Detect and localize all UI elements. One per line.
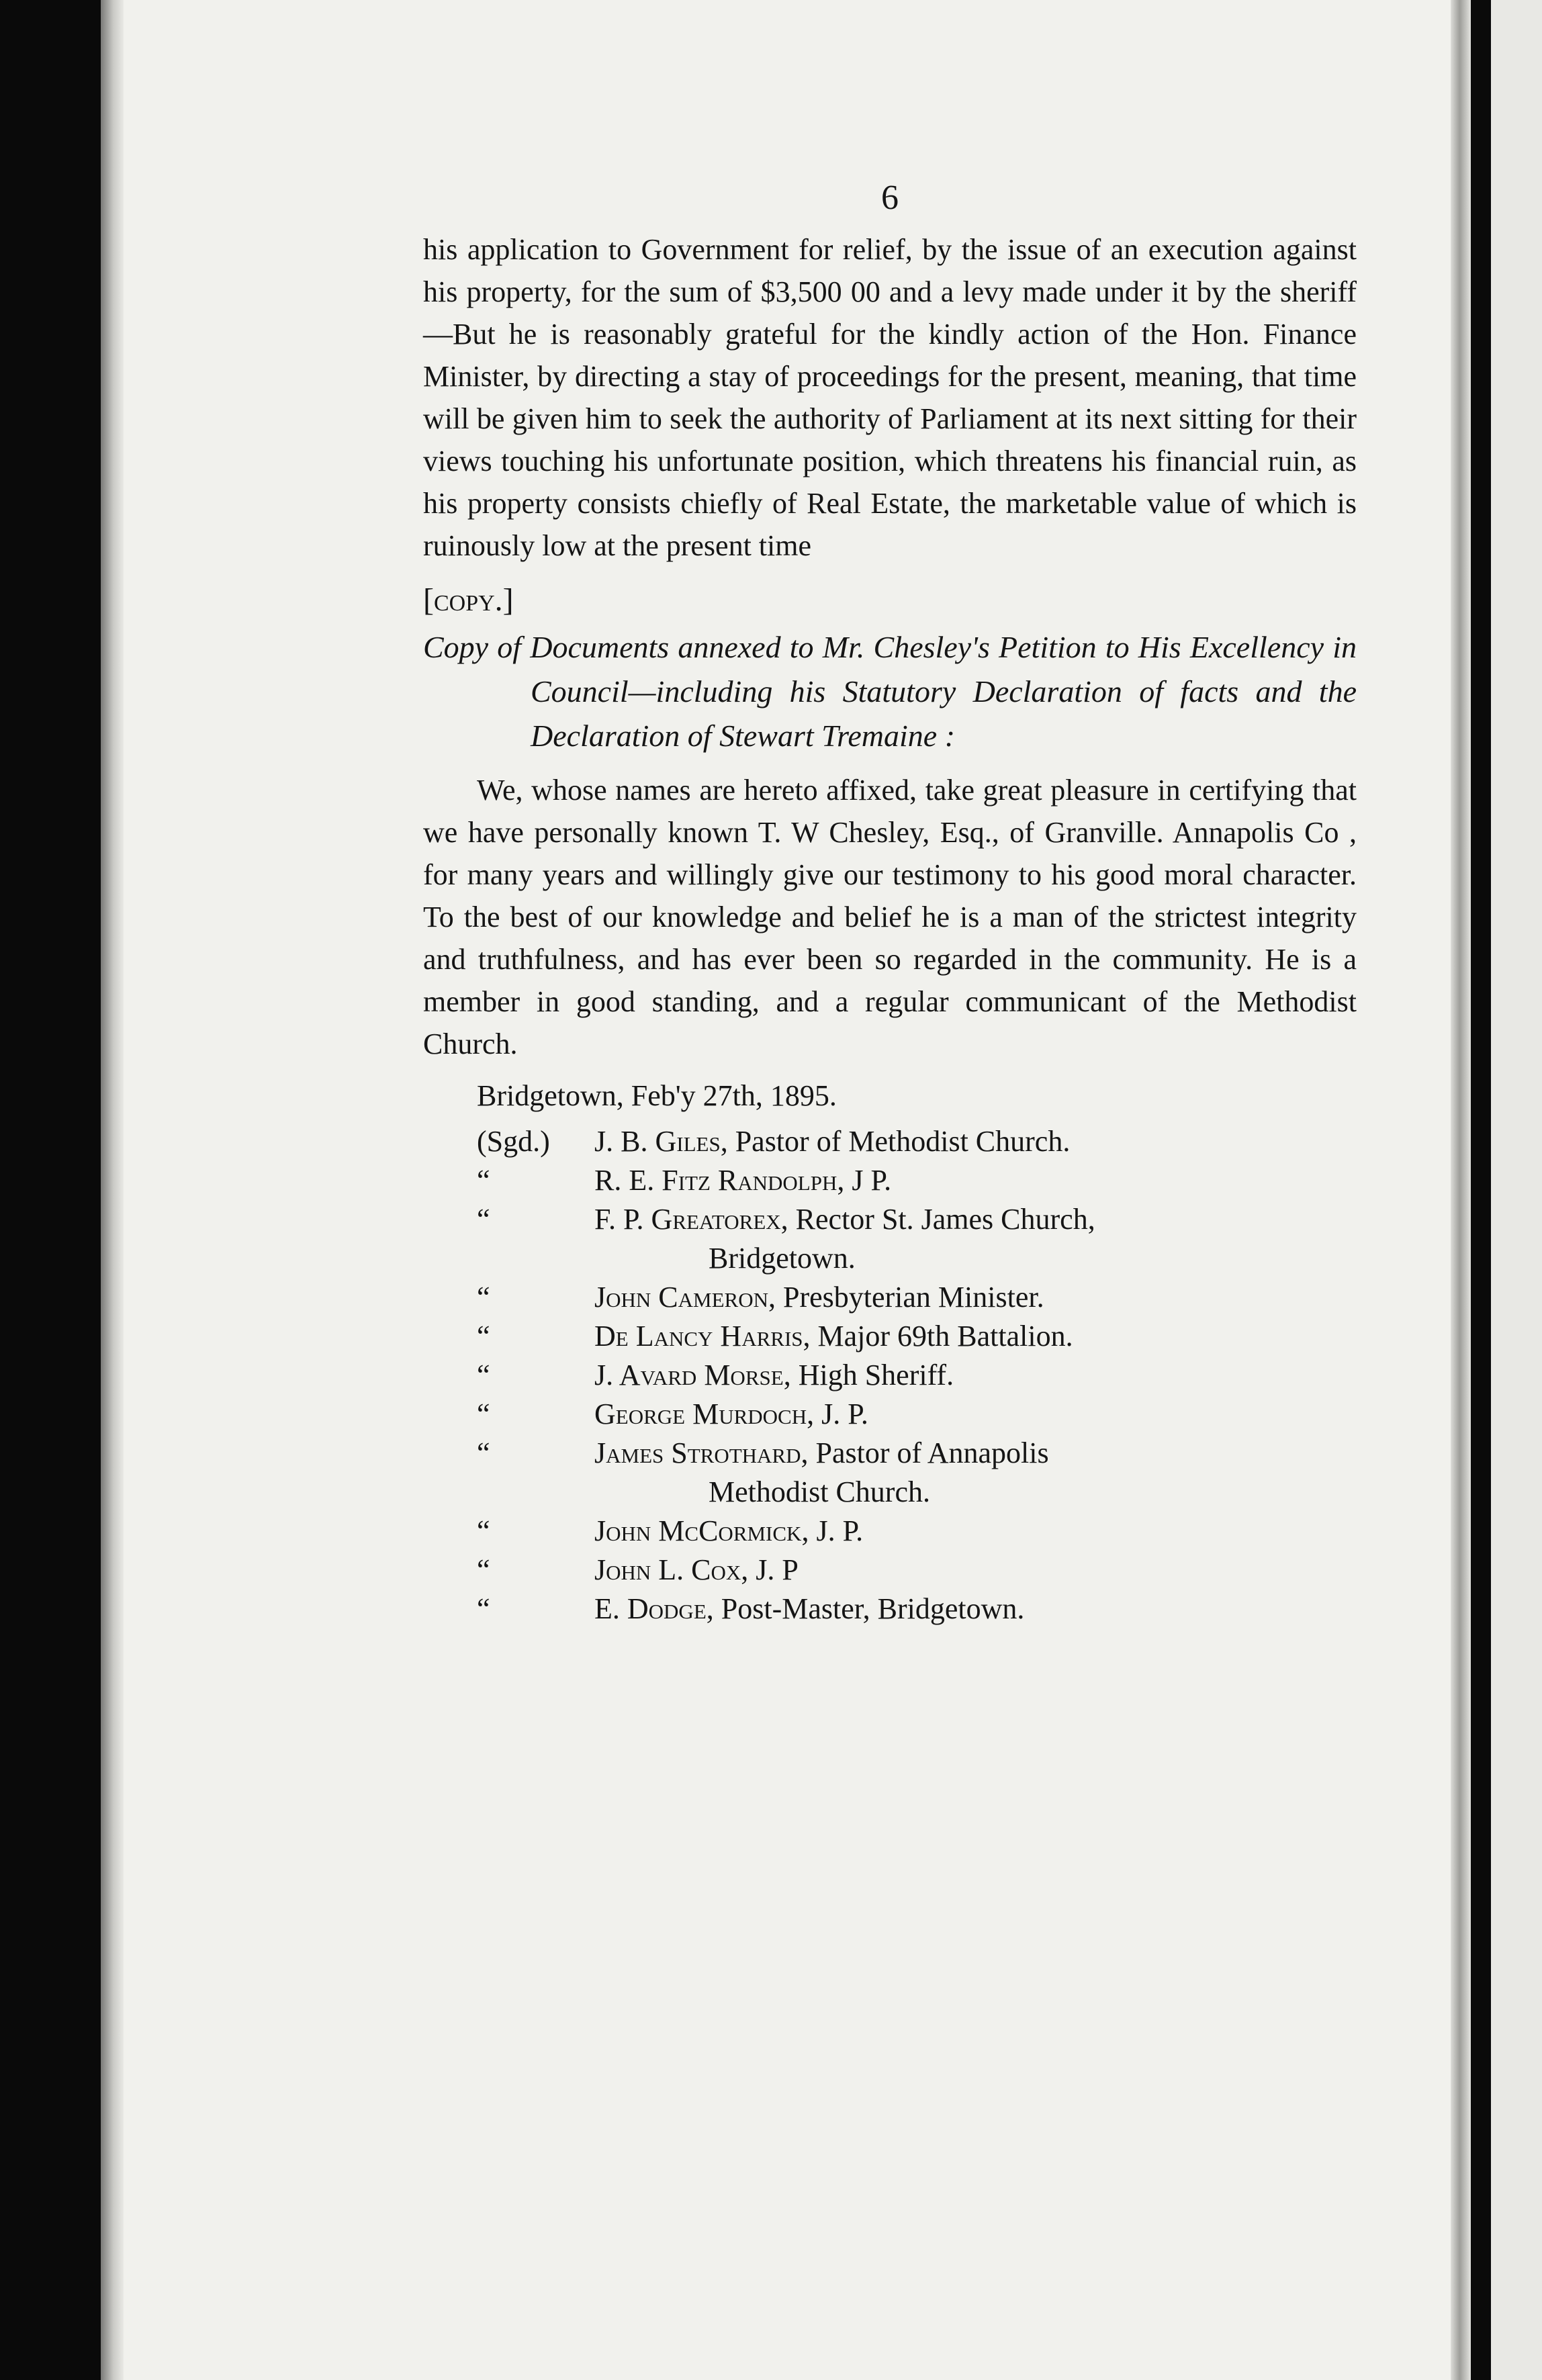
page-number: 6 bbox=[881, 179, 899, 217]
signatory-title: , J. P. bbox=[807, 1398, 868, 1430]
signatory-row bbox=[423, 1356, 1357, 1395]
signatory-name: John L. Cox bbox=[594, 1553, 741, 1586]
signatory-mark: “ bbox=[477, 1164, 490, 1197]
signatory-title-continuation: Methodist Church. bbox=[709, 1475, 930, 1508]
signatory-mark: (Sgd.) bbox=[477, 1125, 550, 1158]
testimonial-paragraph: We, whose names are hereto affixed, take great pleasure in certifying that we have personally known T. W Chesley, Esq., of Granville. Annapolis Co , for many years and willingly give our testimony to his good moral character. To the best of our knowledge and belief he is a man of the strictest integrity and truthfulness, and has ever been so regarded in the community. He is a member in good standing, and a regular communicant of the Methodist Church. bbox=[423, 774, 1357, 1060]
signatory-name: John McCormick bbox=[594, 1514, 802, 1547]
signatory-title: , Rector St. James Church, bbox=[780, 1203, 1095, 1236]
signatory-mark: “ bbox=[477, 1398, 490, 1430]
signatory-name: John Cameron bbox=[594, 1281, 768, 1314]
signatory-name: E. Dodge bbox=[594, 1592, 707, 1625]
signatory-row bbox=[423, 1317, 1357, 1356]
signatory-name: George Murdoch bbox=[594, 1398, 807, 1430]
facing-page-edge bbox=[1491, 0, 1542, 2380]
signatory-title: , Presbyterian Minister. bbox=[768, 1281, 1044, 1314]
signatory-title: , Post-Master, Bridgetown. bbox=[706, 1592, 1025, 1625]
page-gutter bbox=[1451, 0, 1471, 2380]
signatory-title: , Pastor of Methodist Church. bbox=[720, 1125, 1071, 1158]
paragraph-continuation: his application to Government for relief, by the issue of an execution against his property, for the sum of $3,500 00 and a levy made under it by the sheriff—But he is reasonably grateful for the kindly action of the Hon. Finance Minister, by directing a stay of proceedings for the present, meaning, that time will be given him to seek the authority of Parliament at its next sitting for their views touching his unfortunate position, which threatens his financial ruin, as his property consists chiefly of Real Estate, the marketable value of which is ruinously low at the present time bbox=[423, 233, 1357, 562]
signatory-row bbox=[423, 1395, 1357, 1434]
place-and-date: Bridgetown, Feb'y 27th, 1895. bbox=[477, 1079, 837, 1112]
signatory-title: , J. P. bbox=[801, 1514, 864, 1547]
signatory-title: , J. P bbox=[741, 1553, 799, 1586]
signatory-row bbox=[423, 1278, 1357, 1317]
signatory-title: , High Sheriff. bbox=[783, 1359, 954, 1391]
signatory-mark: “ bbox=[477, 1436, 490, 1469]
signatory-mark: “ bbox=[477, 1592, 490, 1625]
signatory-name: James Strothard bbox=[594, 1436, 801, 1469]
signatory-name: F. P. Greatorex bbox=[594, 1203, 781, 1236]
signatory-mark: “ bbox=[477, 1553, 490, 1586]
signatory-row bbox=[423, 1590, 1357, 1629]
signatory-mark: “ bbox=[477, 1514, 490, 1547]
signatory-row bbox=[423, 1122, 1357, 1161]
signatory-title: , Major 69th Battalion. bbox=[803, 1320, 1073, 1353]
page-left-edge bbox=[101, 0, 124, 2380]
signatory-mark: “ bbox=[477, 1359, 490, 1391]
signatory-mark: “ bbox=[477, 1320, 490, 1353]
page-content bbox=[423, 168, 1357, 1629]
signatory-row bbox=[423, 1551, 1357, 1590]
signatory-name: R. E. Fitz Randolph bbox=[594, 1164, 837, 1197]
signatory-row bbox=[423, 1200, 1357, 1278]
copy-mark: [copy.] bbox=[423, 582, 514, 618]
signatory-title: , Pastor of Annapolis bbox=[801, 1436, 1049, 1469]
section-heading: Copy of Documents annexed to Mr. Chesley's Petition to His Excellency in Council—including his Statutory Declaration of facts and the Declaration of Stewart Tremaine : bbox=[423, 630, 1357, 753]
signatory-mark: “ bbox=[477, 1281, 490, 1314]
signatory-mark: “ bbox=[477, 1203, 490, 1236]
signatory-row bbox=[423, 1512, 1357, 1551]
signatory-list bbox=[423, 1122, 1357, 1629]
signatory-title-continuation: Bridgetown. bbox=[709, 1242, 856, 1275]
signatory-name: J. Avard Morse bbox=[594, 1359, 784, 1391]
signatory-name: J. B. Giles bbox=[594, 1125, 721, 1158]
signatory-name: De Lancy Harris bbox=[594, 1320, 803, 1353]
signatory-title: , J P. bbox=[837, 1164, 892, 1197]
signatory-row bbox=[423, 1434, 1357, 1512]
signatory-row bbox=[423, 1161, 1357, 1200]
